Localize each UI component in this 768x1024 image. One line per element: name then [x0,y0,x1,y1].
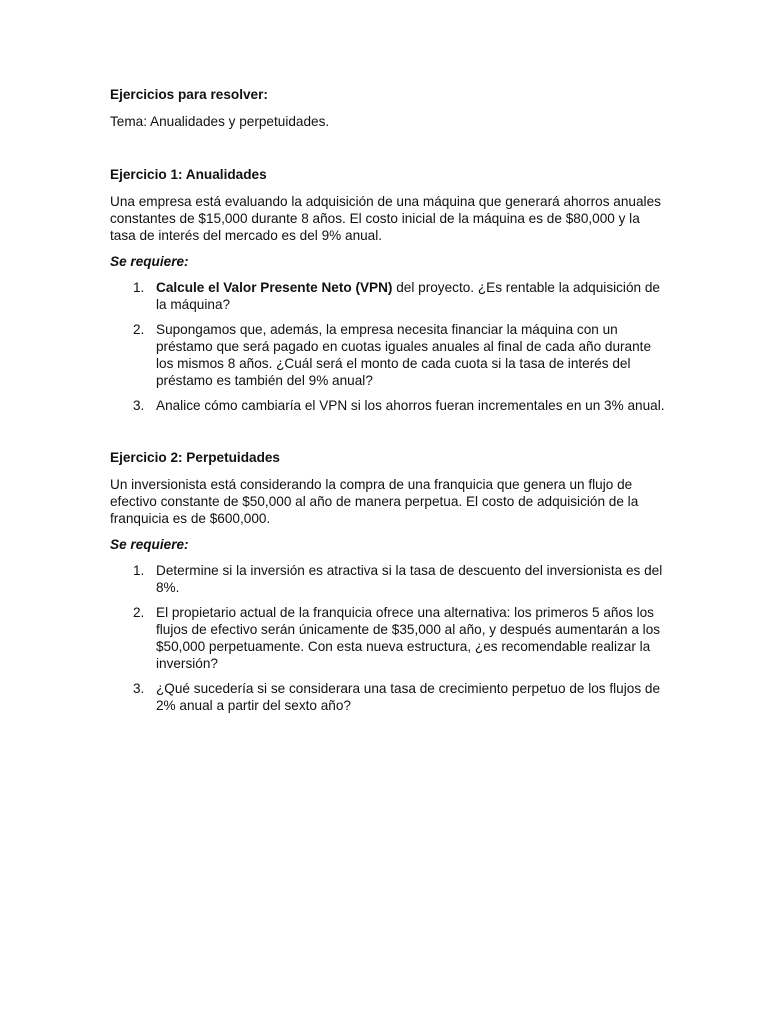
exercise-2-title: Ejercicio 2: Perpetuidades [110,450,280,465]
exercise-1-title: Ejercicio 1: Anualidades [110,167,267,182]
list-item-text: El propietario actual de la franquicia ofrece una alternativa: los primeros 5 años los flujos de efectivo serán únicamente de $35,000 al año, y después aumentarán a los $50,000 perpetuamente. Con esta nueva estructura, ¿es recomendable realizar la inversión? [156,605,661,671]
document-heading: Ejercicios para resolver: [110,87,268,102]
list-item [110,604,668,672]
exercise-2-section [110,449,668,714]
list-item-number: 3. [133,398,145,413]
list-item-text: Supongamos que, además, la empresa necesita financiar la máquina con un préstamo que será pagado en cuotas iguales anuales al final de cada año durante los mismos 8 años. ¿Cuál será el monto de cada cuota si la tasa de interés del préstamo es también del 9% anual? [156,322,652,388]
list-item-text: Analice cómo cambiaría el VPN si los ahorros fueran incrementales en un 3% anual. [156,398,665,413]
list-item-text: ¿Qué sucedería si se considerara una tasa de crecimiento perpetuo de los flujos de 2% anual a partir del sexto año? [156,681,661,713]
list-item-bold-text: Calcule el Valor Presente Neto (VPN) [156,280,393,295]
exercise-1-requires-label: Se requiere: [110,254,189,269]
list-item [110,279,668,313]
exercise-2-requirements-list [110,562,668,714]
exercise-1-statement: Una empresa está evaluando la adquisición de una máquina que generará ahorros anuales constantes de $15,000 durante 8 años. El costo inicial de la máquina es de $80,000 y la tasa de interés del mercado es del 9% anual. [110,194,661,243]
list-item [110,680,668,714]
list-item-number: 2. [133,322,145,337]
document-topic: Tema: Anualidades y perpetuidades. [110,114,330,129]
exercise-1-section [110,166,668,414]
list-item-text: del proyecto. ¿Es rentable la adquisición de la máquina? [156,280,660,312]
list-item-text: Determine si la inversión es atractiva si la tasa de descuento del inversionista es del 8%. [156,563,663,595]
exercise-2-requires-label: Se requiere: [110,537,189,552]
list-item [110,397,668,414]
list-item [110,562,668,596]
list-item-number: 3. [133,681,145,696]
exercise-2-statement: Un inversionista está considerando la compra de una franquicia que genera un flujo de efectivo constante de $50,000 al año de manera perpetua. El costo de adquisición de la franquicia es de $600,000. [110,477,639,526]
list-item-number: 2. [133,605,145,620]
exercise-1-requirements-list [110,279,668,414]
list-item-number: 1. [133,563,145,578]
list-item-number: 1. [133,280,145,295]
list-item [110,321,668,389]
